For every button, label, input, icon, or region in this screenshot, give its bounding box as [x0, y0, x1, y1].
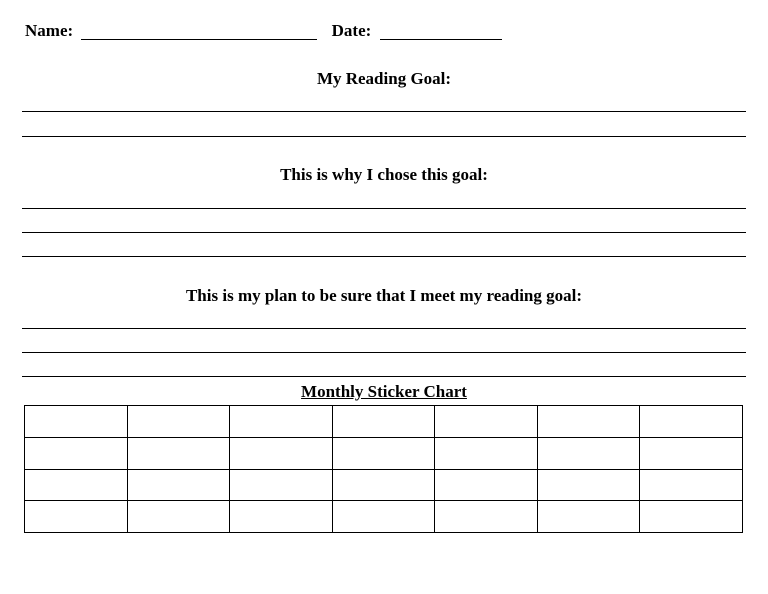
sticker-chart-cell[interactable] — [640, 406, 743, 438]
plan-write-line[interactable] — [22, 328, 746, 329]
goal-write-line[interactable] — [22, 136, 746, 137]
name-blank-line[interactable] — [81, 38, 317, 40]
sticker-chart-cell[interactable] — [435, 406, 538, 438]
sticker-chart-cell[interactable] — [25, 501, 128, 533]
sticker-chart-cell[interactable] — [537, 437, 640, 469]
sticker-chart-cell[interactable] — [230, 406, 333, 438]
sticker-chart-title: Monthly Sticker Chart — [301, 382, 467, 401]
date-label: Date: — [331, 21, 372, 40]
why-write-line[interactable] — [22, 232, 746, 233]
name-label: Name: — [25, 21, 74, 40]
sticker-chart-cell[interactable] — [537, 406, 640, 438]
sticker-chart-cell[interactable] — [435, 501, 538, 533]
why-heading: This is why I chose this goal: — [280, 165, 488, 184]
sticker-chart-cell[interactable] — [127, 469, 230, 501]
sticker-chart-row — [25, 469, 743, 501]
why-write-line[interactable] — [22, 256, 746, 257]
plan-heading: This is my plan to be sure that I meet my reading goal: — [185, 286, 583, 305]
sticker-chart-cell[interactable] — [332, 469, 435, 501]
goal-heading: My Reading Goal: — [316, 69, 452, 88]
sticker-chart-cell[interactable] — [640, 437, 743, 469]
sticker-chart-cell[interactable] — [25, 469, 128, 501]
sticker-chart-cell[interactable] — [25, 437, 128, 469]
sticker-chart-row — [25, 437, 743, 469]
sticker-chart-row — [25, 501, 743, 533]
sticker-chart-cell[interactable] — [640, 469, 743, 501]
sticker-chart-grid — [24, 405, 743, 533]
sticker-chart-cell[interactable] — [127, 501, 230, 533]
sticker-chart-cell[interactable] — [230, 501, 333, 533]
sticker-chart-cell[interactable] — [537, 469, 640, 501]
sticker-chart-cell[interactable] — [332, 406, 435, 438]
sticker-chart-cell[interactable] — [640, 501, 743, 533]
why-write-line[interactable] — [22, 208, 746, 209]
goal-write-line[interactable] — [22, 111, 746, 112]
sticker-chart-cell[interactable] — [537, 501, 640, 533]
sticker-chart-cell[interactable] — [230, 469, 333, 501]
sticker-chart-cell[interactable] — [230, 437, 333, 469]
sticker-chart-cell[interactable] — [25, 406, 128, 438]
sticker-chart-row — [25, 406, 743, 438]
plan-write-line[interactable] — [22, 376, 746, 377]
sticker-chart-cell[interactable] — [127, 406, 230, 438]
sticker-chart-cell[interactable] — [332, 437, 435, 469]
sticker-chart-cell[interactable] — [435, 469, 538, 501]
date-blank-line[interactable] — [380, 38, 502, 40]
sticker-chart-cell[interactable] — [127, 437, 230, 469]
plan-write-line[interactable] — [22, 352, 746, 353]
sticker-chart-cell[interactable] — [332, 501, 435, 533]
name-date-header — [25, 21, 502, 41]
sticker-chart-cell[interactable] — [435, 437, 538, 469]
